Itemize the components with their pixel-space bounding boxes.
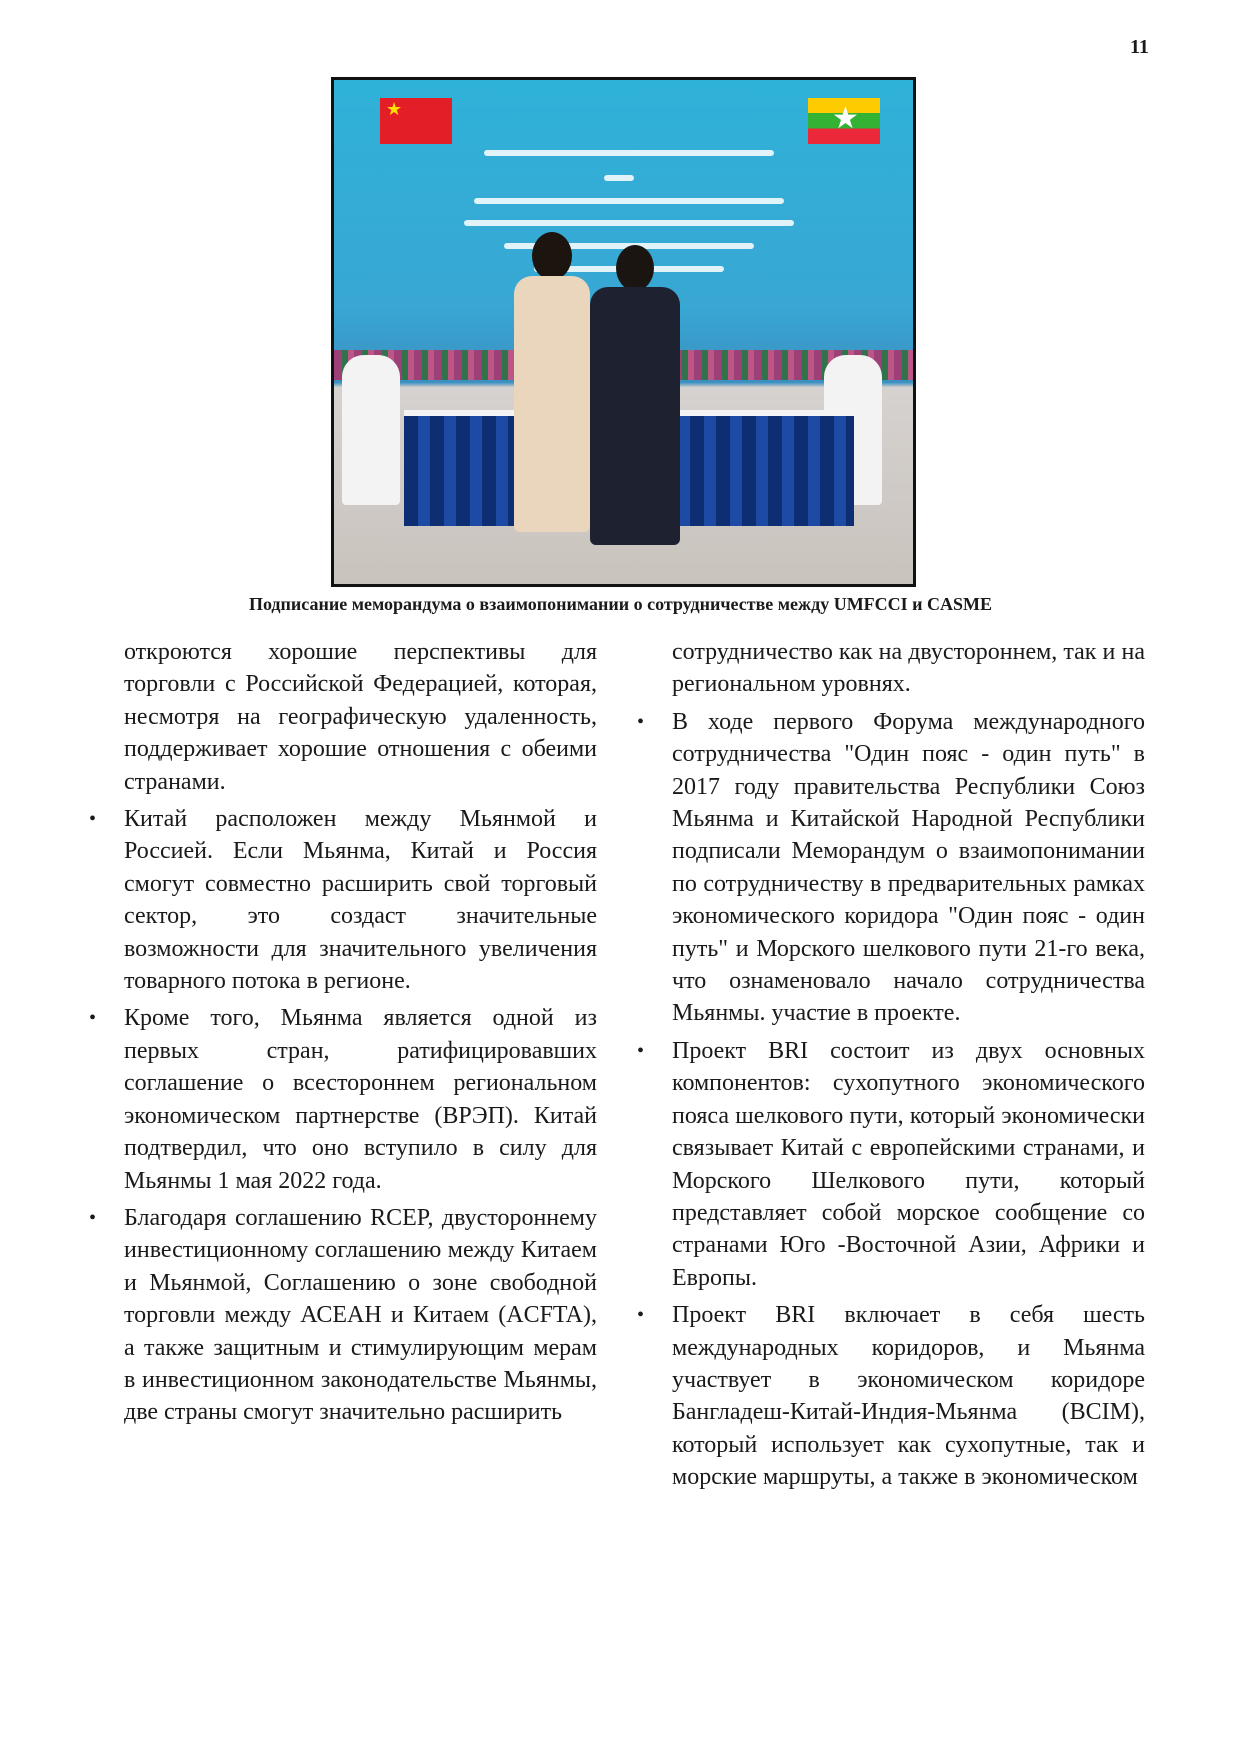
banner-text-line [484, 150, 774, 156]
myanmar-flag-icon: ★ [808, 98, 880, 144]
left-continuation: откроются хорошие перспективы для торговли с Российской Федерацией, которая, несмотря на географическую удаленность, поддерживает хорошие отношения с обеими странами. [124, 639, 597, 795]
list-item: • Китай расположен между Мьянмой и Россией. Если Мьянма, Китай и Россия смогут совместно расширить свой торговый сектор, это создаст значительные возможности для значительного увеличения товарного потока в регионе. [124, 803, 597, 997]
man-figure [584, 245, 684, 545]
photo-caption: Подписание меморандума о взаимопонимании о сотрудничестве между UMFCCI и CASME [248, 594, 993, 614]
list-item: • Проект BRI включает в себя шесть международных коридоров, и Мьянма участвует в экономическом коридоре Бангладеш-Китай-Индия-Мьянма (BCIM), который использует как сухопутные, так и морские маршруты, а также в экономическом [672, 1299, 1145, 1493]
bullet-icon: • [89, 808, 97, 831]
banner-text-line [474, 198, 784, 204]
right-bullet-list [637, 706, 1145, 1494]
right-column [637, 636, 1145, 1499]
right-continuation: сотрудничество как на двустороннем, так и на региональном уровнях. [672, 639, 1145, 698]
banner-text-line [464, 220, 794, 226]
chair-left [342, 355, 400, 505]
bullet-icon: • [637, 1304, 645, 1327]
banner-text-line [604, 175, 634, 181]
bullet-icon: • [637, 710, 645, 733]
list-item: • В ходе первого Форума международного сотрудничества "Один пояс - один путь" в 2017 году правительства Республики Союз Мьянма и Китайской Народной Республики подписали Меморандум о взаимопонимании по сотрудничеству в предварительных рамках экономического коридора "Один пояс - один путь" и Морского шелкового пути 21-го века, что ознаменовало начало сотрудничества Мьянмы. участие в проекте. [672, 706, 1145, 1030]
bullet-icon: • [637, 1039, 645, 1062]
bullet-icon: • [89, 1007, 97, 1030]
signing-ceremony-photo [331, 77, 916, 587]
woman-figure [512, 232, 592, 532]
list-item: • Проект BRI состоит из двух основных компонентов: сухопутного экономического пояса шелкового пути, который экономически связывает Китай с европейскими странами, и Морского Шелкового пути, который представляет собой морское сообщение со странами Юго -Восточной Азии, Африки и Европы. [672, 1035, 1145, 1294]
china-flag-icon: ★ [380, 98, 452, 144]
left-column [89, 636, 597, 1434]
list-item: • Благодаря соглашению RCEP, двустороннему инвестиционному соглашению между Китаем и Мьянмой, Соглашению о зоне свободной торговли между АСЕАН и Китаем (ACFTA), а также защитным и стимулирующим мерам в инвестиционном законодательстве Мьянмы, две страны смогут значительно расширить [124, 1202, 597, 1429]
page-number: 11 [1130, 36, 1149, 58]
bullet-icon: • [89, 1206, 97, 1229]
left-bullet-list [89, 803, 597, 1429]
list-item: • Кроме того, Мьянма является одной из первых стран, ратифицировавших соглашение о всестороннем региональном экономическом партнерстве (ВРЭП). Китай подтвердил, что оно вступило в силу для Мьянмы 1 мая 2022 года. [124, 1002, 597, 1196]
